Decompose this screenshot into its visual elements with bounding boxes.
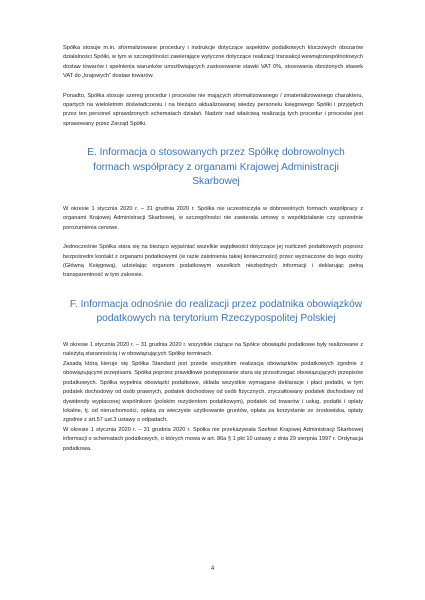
section-f-paragraph-3: W okresie 1 stycznia 2020 r. – 31 grudnia 2020 r. Spółka nie przekazywała Szefowi Krajowej Administracji Skarbowej informacji o schematach podatkowych, o których mowa w art. 86a § 1 pkt 10 ustawy z dnia 29 sierpnia 1997 r. Ordynacja podatkowa. [63,426,363,452]
section-f-paragraph-1: W okresie 1 stycznia 2020 r. – 31 grudnia 2020 r. wszystkie ciążące na Spółce obowiązki podatkowe były realizowane z należytą starannością i w obowiązujących Spółkę terminach. [63,342,363,358]
section-f-paragraph-2: Zasadą którą kieruje się Spółka Standard jest przede wszystkim realizacja obowiązków podatkowych zgodnie z obowiązującymi przepisami. Spółka poprzez prawidłowe postępowanie stara się przestrzegać obowiązujących przepisów podatkowych. Spółka wypełnia obowiązki podatkowe, składa wszystkie wymagane deklaracje i płaci podatki, w tym podatek dochodowy od osób prawnych, podatek dochodowy od osób fizycznych, zryczałtowany podatek dochodowy od dywidendy wypłaconej wspólnikom (polskim rezydentom podatkowym), podatek od towarów i usług, podatki i opłaty lokalne, tj. od nieruchomości, opłatą za wieczyste użytkowanie gruntów, opłata za korzystanie ze środowiska, opłaty zgodnie z art.57 ust.3 ustawy o odpadach. [63,360,363,424]
intro-paragraph-1: Spółka stosuje m.in. sformalizowane procedury i instrukcje dotyczące aspektów podatkowych kluczowych obszarów działalności Spółki, w tym w szczególności zawierające wytyczne dotyczące realizacji transakcji wewnątrzwspólnotowych dostaw towarów i spełnienia warunków umożliwiających zastosowanie stawki VAT 0%, stosowania obniżonych stawek VAT do „krajowych” dostaw towarów. [63,45,363,80]
section-e-heading: E. Informacja o stosowanych przez Spółkę dobrowolnych formach współpracy z organami Krajowej Administracji Skarbowej [87,147,345,188]
section-e-paragraph-1: W okresie 1 stycznia 2020 r. – 31 grudnia 2020 r. Spółka nie uczestniczyła w dobrowolnych formach współpracy z organami Krajowej Administracji Skarbowej, w szczególności nie zawierała umowy o współdziałanie czy uprzednie porozumienia cenowe. [63,206,363,231]
page-content [63,44,363,454]
page-number: 4 [210,566,215,572]
section-e-paragraph-2: Jednocześnie Spółka stara się na bieżąco wyjaśniać wszelkie wątpliwości dotyczące jej rozliczeń podatkowych poprzez bezpośredni kontakt z organami podatkowymi (w razie zaistnienia takiej konieczności) przez wyznaczone do tego osoby (Główną Księgową), udzielając organom podatkowym wszelkich niezbędnych informacji i deklarując pełną transparentność w tym zakresie. [63,244,363,279]
section-f-heading: F. Informacja odnośnie do realizacji przez podatnika obowiązków podatkowych na terytorium Rzeczypospolitej Polskiej [69,298,363,325]
intro-paragraph-2: Ponadto, Spółka stosuje szereg procedur i procesów nie mających sformalizowanego / zmaterializowanego charakteru, opartych na wieloletnim doświadczeniu i na bieżąco aktualizowanej wiedzy personelu księgowego Spółki i przyjętych przez ten personel sprawdzonych schematach działań. Nadzór nad właściwą realizacją tych procedur i procesów jest sprawowany przez Zarząd Spółki. [63,92,363,127]
